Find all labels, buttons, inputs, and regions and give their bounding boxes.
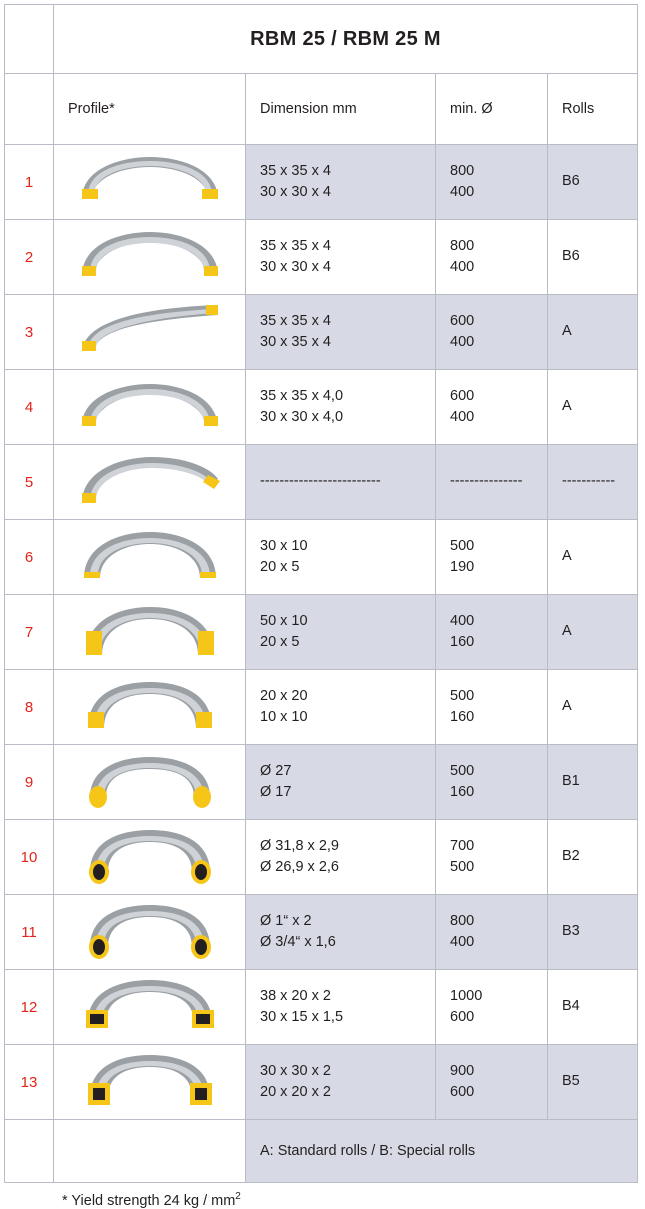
dimension-line-2: 20 x 5 — [260, 634, 300, 650]
dimension-cell — [246, 970, 436, 1045]
row-number: 13 — [5, 1045, 54, 1120]
dimension-line-1: Ø 1“ x 2 — [260, 912, 312, 929]
spec-sheet — [0, 4, 645, 1209]
dimension-cell — [246, 145, 436, 220]
angle-out-icon — [60, 145, 240, 219]
dimension-line-2: 30 x 35 x 4 — [260, 334, 331, 350]
row-number: 6 — [5, 520, 54, 595]
min-dia-line-2: 160 — [450, 784, 475, 800]
dimension-line-1: 50 x 10 — [260, 612, 308, 629]
min-dia-line-2: 160 — [450, 634, 475, 650]
dimension-line-1: ------------------------- — [260, 473, 381, 490]
dimension-line-1: 35 x 35 x 4,0 — [260, 387, 344, 404]
rolls-cell: B4 — [548, 970, 638, 1045]
dimension-line-1: Ø 31,8 x 2,9 — [260, 837, 339, 854]
dimension-cell — [246, 1045, 436, 1120]
dimension-line-1: 35 x 35 x 4 — [260, 162, 331, 179]
min-dia-line-1: 500 — [450, 537, 475, 554]
min-dia-line-1: 500 — [450, 762, 475, 779]
legend-blank-no — [5, 1120, 54, 1183]
dimension-line-2: 30 x 30 x 4 — [260, 259, 331, 275]
flat-bar-edge-icon — [60, 595, 240, 669]
min-dia-line-2: 400 — [450, 259, 475, 275]
rolls-cell: ----------- — [548, 445, 638, 520]
min-dia-line-2: 600 — [450, 1084, 475, 1100]
page-title: RBM 25 / RBM 25 M — [54, 5, 638, 74]
min-dia-line-2: 500 — [450, 859, 475, 875]
profile-illustration — [54, 1045, 246, 1120]
min-dia-line-1: 800 — [450, 162, 475, 179]
row-number: 1 — [5, 145, 54, 220]
dimension-line-2: 20 x 20 x 2 — [260, 1084, 331, 1100]
profile-illustration — [54, 295, 246, 370]
row-number: 11 — [5, 895, 54, 970]
rolls-cell: B6 — [548, 220, 638, 295]
row-number: 4 — [5, 370, 54, 445]
min-dia-line-2: 190 — [450, 559, 475, 575]
table-title-row — [5, 5, 638, 74]
column-header-rolls: Rolls — [548, 74, 638, 145]
dimension-line-1: 35 x 35 x 4 — [260, 237, 331, 254]
legend-blank-profile — [54, 1120, 246, 1183]
dimension-line-2: 10 x 10 — [260, 709, 308, 725]
table-row — [5, 220, 638, 295]
column-header-dimension: Dimension mm — [246, 74, 436, 145]
table-row — [5, 370, 638, 445]
min-dia-line-1: 1000 — [450, 987, 483, 1004]
angle-in-icon — [60, 220, 240, 294]
dimension-cell — [246, 220, 436, 295]
row-number: 5 — [5, 445, 54, 520]
table-row — [5, 595, 638, 670]
rolls-legend: A: Standard rolls / B: Special rolls — [246, 1120, 638, 1183]
table-row — [5, 520, 638, 595]
profile-illustration — [54, 970, 246, 1045]
min-dia-line-2: 400 — [450, 184, 475, 200]
min-dia-line-2: 400 — [450, 934, 475, 950]
min-dia-line-1: 700 — [450, 837, 475, 854]
table-legend-row — [5, 1120, 638, 1183]
dimension-line-2: Ø 3/4“ x 1,6 — [260, 934, 336, 950]
min-dia-cell — [436, 745, 548, 820]
min-dia-line-2: 600 — [450, 1009, 475, 1025]
dimension-cell — [246, 895, 436, 970]
profile-illustration — [54, 595, 246, 670]
min-dia-line-1: 400 — [450, 612, 475, 629]
table-row — [5, 295, 638, 370]
table-row — [5, 970, 638, 1045]
row-number: 9 — [5, 745, 54, 820]
min-dia-cell — [436, 520, 548, 595]
rolls-cell: A — [548, 370, 638, 445]
min-dia-line-1: 600 — [450, 312, 475, 329]
min-dia-line-1: 800 — [450, 912, 475, 929]
dimension-cell — [246, 520, 436, 595]
min-dia-cell — [436, 220, 548, 295]
dimension-line-2: 30 x 15 x 1,5 — [260, 1009, 344, 1025]
round-bar-icon — [60, 745, 240, 819]
flat-bar-flat-icon — [60, 520, 240, 594]
min-dia-line-1: 500 — [450, 687, 475, 704]
column-header-profile: Profile* — [54, 74, 246, 145]
rolls-cell: B2 — [548, 820, 638, 895]
angle-leg-down-icon — [60, 370, 240, 444]
dimension-line-2: 20 x 5 — [260, 559, 300, 575]
table-row — [5, 670, 638, 745]
min-dia-cell — [436, 295, 548, 370]
profile-illustration — [54, 670, 246, 745]
min-dia-cell — [436, 670, 548, 745]
square-bar-icon — [60, 670, 240, 744]
min-dia-line-2: 400 — [450, 334, 475, 350]
min-dia-line-1: 600 — [450, 387, 475, 404]
table-row — [5, 745, 638, 820]
table-row — [5, 1045, 638, 1120]
profile-illustration — [54, 220, 246, 295]
profile-illustration — [54, 820, 246, 895]
min-dia-cell — [436, 1045, 548, 1120]
profile-illustration — [54, 520, 246, 595]
min-dia-cell — [436, 145, 548, 220]
rect-tube-icon — [60, 970, 240, 1044]
min-dia-line-1: --------------- — [450, 473, 523, 490]
dimension-line-1: 35 x 35 x 4 — [260, 312, 331, 329]
dimension-line-1: Ø 27 — [260, 762, 292, 779]
angle-leg-up-icon — [60, 295, 240, 369]
table-row — [5, 445, 638, 520]
dimension-line-2: 30 x 30 x 4 — [260, 184, 331, 200]
dimension-line-1: 38 x 20 x 2 — [260, 987, 331, 1004]
yield-note-text: * Yield strength 24 kg / mm — [62, 1192, 236, 1209]
dimension-cell — [246, 670, 436, 745]
min-dia-cell — [436, 820, 548, 895]
dimension-line-2: 30 x 30 x 4,0 — [260, 409, 344, 425]
profile-illustration — [54, 145, 246, 220]
table-row — [5, 895, 638, 970]
dimension-cell — [246, 370, 436, 445]
profiles-table — [4, 4, 638, 1183]
dimension-cell — [246, 445, 436, 520]
dimension-line-2: Ø 17 — [260, 784, 292, 800]
rolls-cell: B3 — [548, 895, 638, 970]
table-row — [5, 145, 638, 220]
dimension-line-1: 30 x 30 x 2 — [260, 1062, 331, 1079]
min-dia-line-2: 160 — [450, 709, 475, 725]
dimension-cell — [246, 745, 436, 820]
min-dia-line-1: 900 — [450, 1062, 475, 1079]
angle-edge-icon — [60, 445, 240, 519]
title-blank-cell — [5, 5, 54, 74]
rolls-cell: A — [548, 595, 638, 670]
dimension-line-2: Ø 26,9 x 2,6 — [260, 859, 339, 875]
rolls-cell: A — [548, 670, 638, 745]
min-dia-cell — [436, 895, 548, 970]
column-header-no — [5, 74, 54, 145]
row-number: 12 — [5, 970, 54, 1045]
round-tube-inch-icon — [60, 895, 240, 969]
profile-illustration — [54, 895, 246, 970]
profile-illustration — [54, 745, 246, 820]
dimension-cell — [246, 295, 436, 370]
dimension-line-1: 20 x 20 — [260, 687, 308, 704]
row-number: 3 — [5, 295, 54, 370]
dimension-cell — [246, 820, 436, 895]
profile-illustration — [54, 370, 246, 445]
min-dia-cell — [436, 970, 548, 1045]
min-dia-line-1: 800 — [450, 237, 475, 254]
row-number: 2 — [5, 220, 54, 295]
rolls-cell: A — [548, 520, 638, 595]
column-header-min-dia: min. Ø — [436, 74, 548, 145]
row-number: 8 — [5, 670, 54, 745]
square-tube-icon — [60, 1045, 240, 1119]
row-number: 10 — [5, 820, 54, 895]
min-dia-cell — [436, 370, 548, 445]
round-tube-icon — [60, 820, 240, 894]
row-number: 7 — [5, 595, 54, 670]
yield-note-exponent: 2 — [235, 1191, 241, 1202]
min-dia-cell — [436, 595, 548, 670]
table-row — [5, 820, 638, 895]
min-dia-cell — [436, 445, 548, 520]
table-header-row — [5, 74, 638, 145]
rolls-cell: B5 — [548, 1045, 638, 1120]
min-dia-line-2: 400 — [450, 409, 475, 425]
profile-illustration — [54, 445, 246, 520]
rolls-cell: B1 — [548, 745, 638, 820]
rolls-cell: A — [548, 295, 638, 370]
rolls-cell: B6 — [548, 145, 638, 220]
dimension-line-1: 30 x 10 — [260, 537, 308, 554]
dimension-cell — [246, 595, 436, 670]
